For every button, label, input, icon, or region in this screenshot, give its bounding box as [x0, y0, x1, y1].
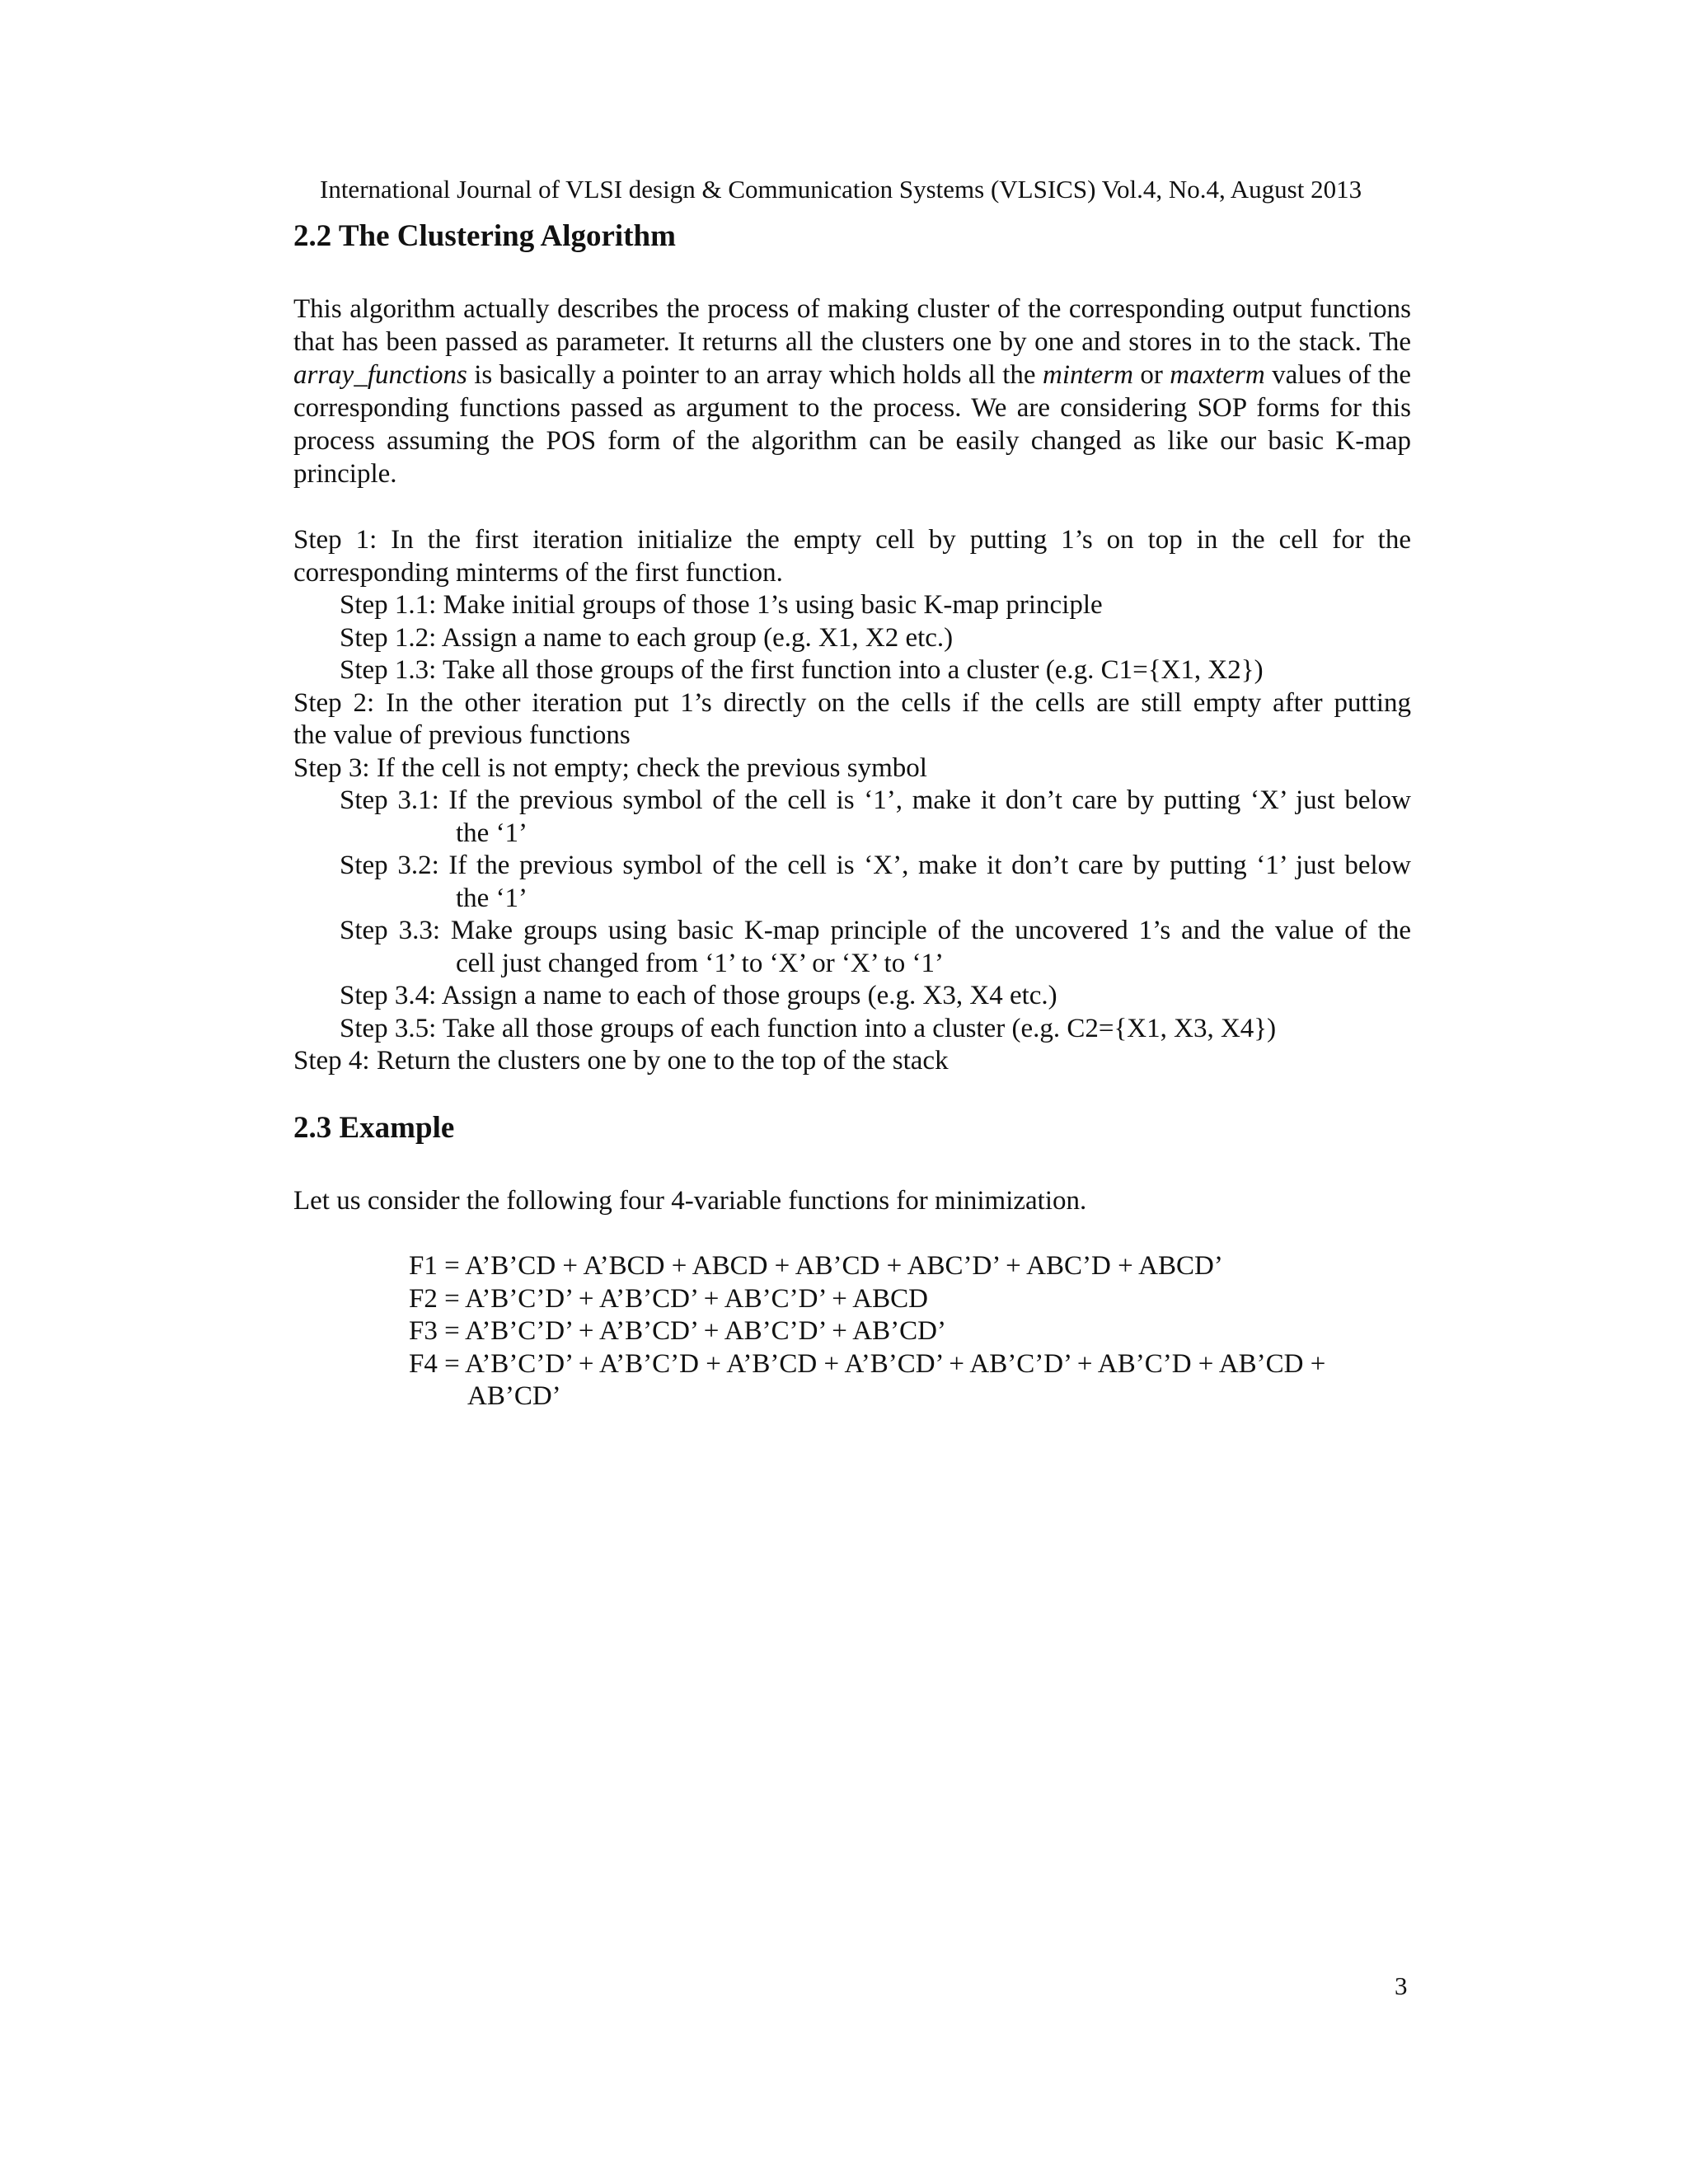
section-heading-clustering-algorithm: 2.2 The Clustering Algorithm — [293, 219, 676, 253]
term-array-functions: array_functions — [293, 360, 467, 390]
step-2-line-1: Step 2: In the other iteration put 1’s directly on the cells if the cells are still empty after putting — [293, 688, 1411, 718]
example-intro: Let us consider the following four 4-variable functions for minimization. — [293, 1186, 1087, 1216]
step-3-1-line-1: Step 3.1: If the previous symbol of the cell is ‘1’, make it don’t care by putting ‘X’ just below — [340, 785, 1411, 815]
paragraph-text: values of the corresponding functions passed as argument to the process. We are considering SOP forms for this process assuming the POS form of the algorithm can be easily changed as like our basic K-map principle. — [293, 360, 1412, 489]
paragraph-text: This algorithm actually describes the process of making cluster of the corresponding output functions that has been passed as parameter. It returns all the clusters one by one and stores in to the stack. The — [293, 294, 1411, 357]
equation-f3: F3 = A’B’C’D’ + A’B’CD’ + AB’C’D’ + AB’CD’ — [409, 1316, 946, 1346]
step-1-line-1: Step 1: In the first iteration initialize the empty cell by putting 1’s on top in the cell for the — [293, 525, 1411, 555]
step-3-3-line-2: cell just changed from ‘1’ to ‘X’ or ‘X’ to ‘1’ — [456, 949, 944, 978]
equation-f4-line-1: F4 = A’B’C’D’ + A’B’C’D + A’B’CD + A’B’CD’ + AB’C’D’ + AB’C’D + AB’CD + — [409, 1349, 1326, 1379]
paragraph-text: is basically a pointer to an array which holds all the — [467, 360, 1043, 390]
step-3-2-line-2: the ‘1’ — [456, 883, 528, 913]
paragraph-text: or — [1132, 360, 1170, 390]
step-3: Step 3: If the cell is not empty; check the previous symbol — [293, 753, 927, 783]
page-number: 3 — [1395, 1971, 1408, 2000]
step-1-line-2: corresponding minterms of the first function. — [293, 558, 783, 588]
step-4: Step 4: Return the clusters one by one to the top of the stack — [293, 1046, 949, 1076]
term-maxterm: maxterm — [1170, 360, 1265, 390]
step-3-3-line-1: Step 3.3: Make groups using basic K-map principle of the uncovered 1’s and the value of the — [340, 916, 1411, 945]
equation-f2: F2 = A’B’C’D’ + A’B’CD’ + AB’C’D’ + ABCD — [409, 1284, 928, 1314]
step-1-2: Step 1.2: Assign a name to each group (e.g. X1, X2 etc.) — [340, 623, 954, 653]
equation-f1: F1 = A’B’CD + A’BCD + ABCD + AB’CD + ABC’D’ + ABC’D + ABCD’ — [409, 1251, 1223, 1281]
step-1-3: Step 1.3: Take all those groups of the first function into a cluster (e.g. C1={X1, X2}) — [340, 655, 1264, 685]
step-3-1-line-2: the ‘1’ — [456, 818, 528, 848]
step-3-4: Step 3.4: Assign a name to each of those groups (e.g. X3, X4 etc.) — [340, 981, 1057, 1010]
term-minterm: minterm — [1042, 360, 1133, 390]
step-3-5: Step 3.5: Take all those groups of each function into a cluster (e.g. C2={X1, X3, X4}) — [340, 1014, 1277, 1043]
section-heading-example: 2.3 Example — [293, 1111, 455, 1145]
paragraph-algorithm-description — [293, 293, 1411, 490]
step-1-1: Step 1.1: Make initial groups of those 1’s using basic K-map principle — [340, 590, 1103, 620]
step-2-line-2: the value of previous functions — [293, 720, 631, 750]
equation-f4-line-2: AB’CD’ — [467, 1381, 561, 1411]
running-header: International Journal of VLSI design & Communication Systems (VLSICS) Vol.4, No.4, August 2013 — [320, 175, 1362, 204]
step-3-2-line-1: Step 3.2: If the previous symbol of the cell is ‘X’, make it don’t care by putting ‘1’ just below — [340, 851, 1411, 880]
